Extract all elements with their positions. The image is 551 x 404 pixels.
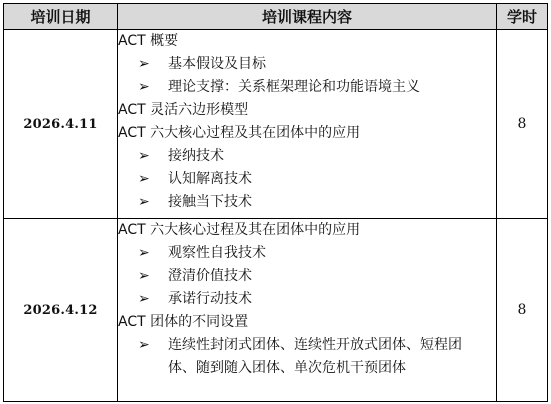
arrow-bullet-icon: ➢ <box>138 291 150 307</box>
arrow-bullet-icon: ➢ <box>138 56 150 72</box>
arrow-bullet-icon: ➢ <box>138 337 150 353</box>
arrow-bullet-icon: ➢ <box>138 245 150 261</box>
list-item-text: 连续性封闭式团体、连续性开放式团体、短程团体、随到随入团体、单次危机干预团体 <box>168 337 462 376</box>
content-heading: ACT 概要 <box>118 33 179 49</box>
list-item <box>118 145 496 168</box>
list-item-text: 澄清价值技术 <box>168 268 252 284</box>
table-row <box>4 30 548 219</box>
list-item-text: 认知解离技术 <box>168 171 252 187</box>
list-item-text: 接触当下技术 <box>168 194 252 210</box>
content-heading: ACT 六大核心过程及其在团体中的应用 <box>118 222 361 238</box>
list-item <box>118 334 496 380</box>
arrow-bullet-icon: ➢ <box>138 171 150 187</box>
list-item <box>118 242 496 265</box>
arrow-bullet-icon: ➢ <box>138 268 150 284</box>
training-schedule-table <box>3 3 548 402</box>
arrow-bullet-icon: ➢ <box>138 79 150 95</box>
header-date: 培训日期 <box>4 4 118 30</box>
hours-cell: 8 <box>497 30 548 219</box>
list-item <box>118 288 496 311</box>
list-item-text: 基本假设及目标 <box>168 56 266 72</box>
header-hours: 学时 <box>497 4 548 30</box>
table-header-row <box>4 4 548 30</box>
content-heading: ACT 团体的不同设置 <box>118 314 249 330</box>
list-item-text: 理论支撑：关系框架理论和功能语境主义 <box>168 79 420 95</box>
date-cell: 2026.4.11 <box>4 30 118 219</box>
list-item <box>118 53 496 76</box>
content-cell <box>118 219 497 402</box>
content-heading: ACT 灵活六边形模型 <box>118 102 249 118</box>
list-item-text: 承诺行动技术 <box>168 291 252 307</box>
list-item-text: 观察性自我技术 <box>168 245 266 261</box>
list-item <box>118 191 496 214</box>
header-content: 培训课程内容 <box>118 4 497 30</box>
content-heading: ACT 六大核心过程及其在团体中的应用 <box>118 125 361 141</box>
arrow-bullet-icon: ➢ <box>138 148 150 164</box>
table-row <box>4 219 548 402</box>
list-item <box>118 265 496 288</box>
content-cell <box>118 30 497 219</box>
hours-cell: 8 <box>497 219 548 402</box>
list-item <box>118 76 496 99</box>
arrow-bullet-icon: ➢ <box>138 194 150 210</box>
date-cell: 2026.4.12 <box>4 219 118 402</box>
list-item <box>118 168 496 191</box>
list-item-text: 接纳技术 <box>168 148 224 164</box>
